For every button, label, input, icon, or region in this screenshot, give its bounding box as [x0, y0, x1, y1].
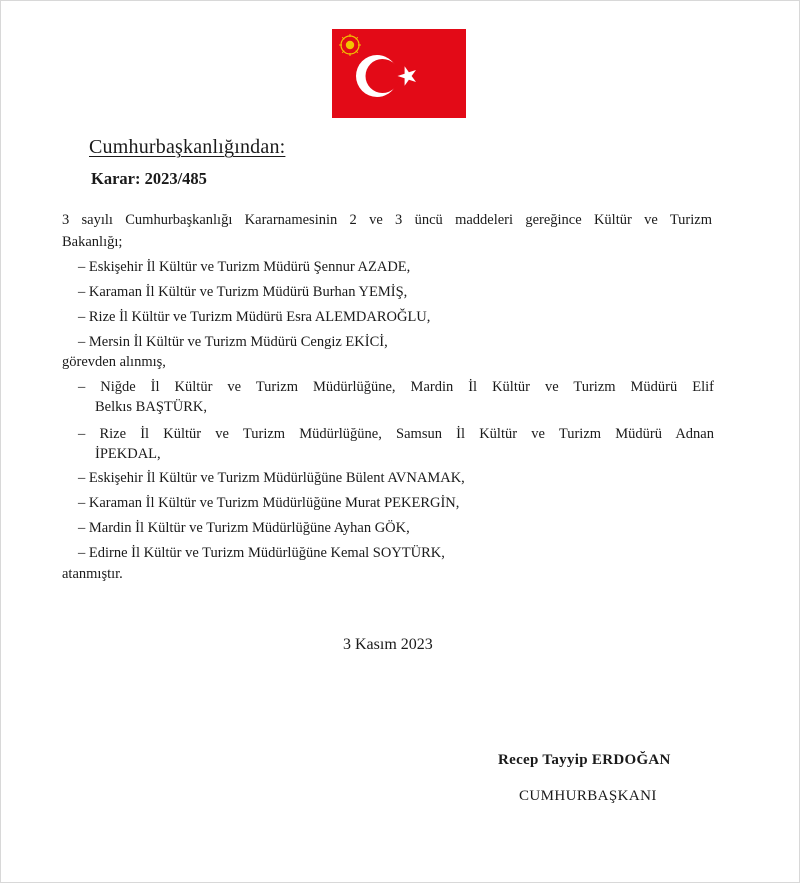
- dismissed-suffix: görevden alınmış,: [62, 354, 166, 370]
- dismissed-item: – Mersin İl Kültür ve Turizm Müdürü Cengiz EKİCİ,: [78, 334, 388, 350]
- appointed-item: – Edirne İl Kültür ve Turizm Müdürlüğüne Kemal SOYTÜRK,: [78, 545, 445, 561]
- appointed-suffix: atanmıştır.: [62, 566, 123, 582]
- turkish-flag-icon: [332, 29, 466, 118]
- appointed-item: – Rize İl Kültür ve Turizm Müdürlüğüne, Samsun İl Kültür ve Turizm Müdürü Adnan: [78, 426, 714, 442]
- issuer-heading: Cumhurbaşkanlığından:: [89, 136, 286, 158]
- appointed-item-cont: Belkıs BAŞTÜRK,: [95, 399, 207, 415]
- appointed-item-cont: İPEKDAL,: [95, 446, 161, 462]
- appointed-item: – Niğde İl Kültür ve Turizm Müdürlüğüne, Mardin İl Kültür ve Turizm Müdürü Elif: [78, 379, 714, 395]
- dismissed-item: – Karaman İl Kültür ve Turizm Müdürü Burhan YEMİŞ,: [78, 284, 408, 300]
- appointed-item: – Mardin İl Kültür ve Turizm Müdürlüğüne Ayhan GÖK,: [78, 520, 410, 536]
- appointed-item: – Karaman İl Kültür ve Turizm Müdürlüğüne Murat PEKERGİN,: [78, 495, 460, 511]
- intro-line: 3 sayılı Cumhurbaşkanlığı Kararnamesinin 2 ve 3 üncü maddeleri gereğince Kültür ve Turizm: [62, 212, 712, 228]
- decision-number: Karar: 2023/485: [91, 169, 207, 188]
- intro-line: Bakanlığı;: [62, 234, 123, 250]
- signer-name: Recep Tayyip ERDOĞAN: [498, 752, 671, 768]
- dismissed-item: – Eskişehir İl Kültür ve Turizm Müdürü Şennur AZADE,: [78, 259, 411, 275]
- appointed-item: – Eskişehir İl Kültür ve Turizm Müdürlüğüne Bülent AVNAMAK,: [78, 470, 465, 486]
- dismissed-item: – Rize İl Kültür ve Turizm Müdürü Esra ALEMDAROĞLU,: [78, 309, 431, 325]
- signer-title: CUMHURBAŞKANI: [519, 788, 657, 804]
- document-date: 3 Kasım 2023: [343, 636, 433, 653]
